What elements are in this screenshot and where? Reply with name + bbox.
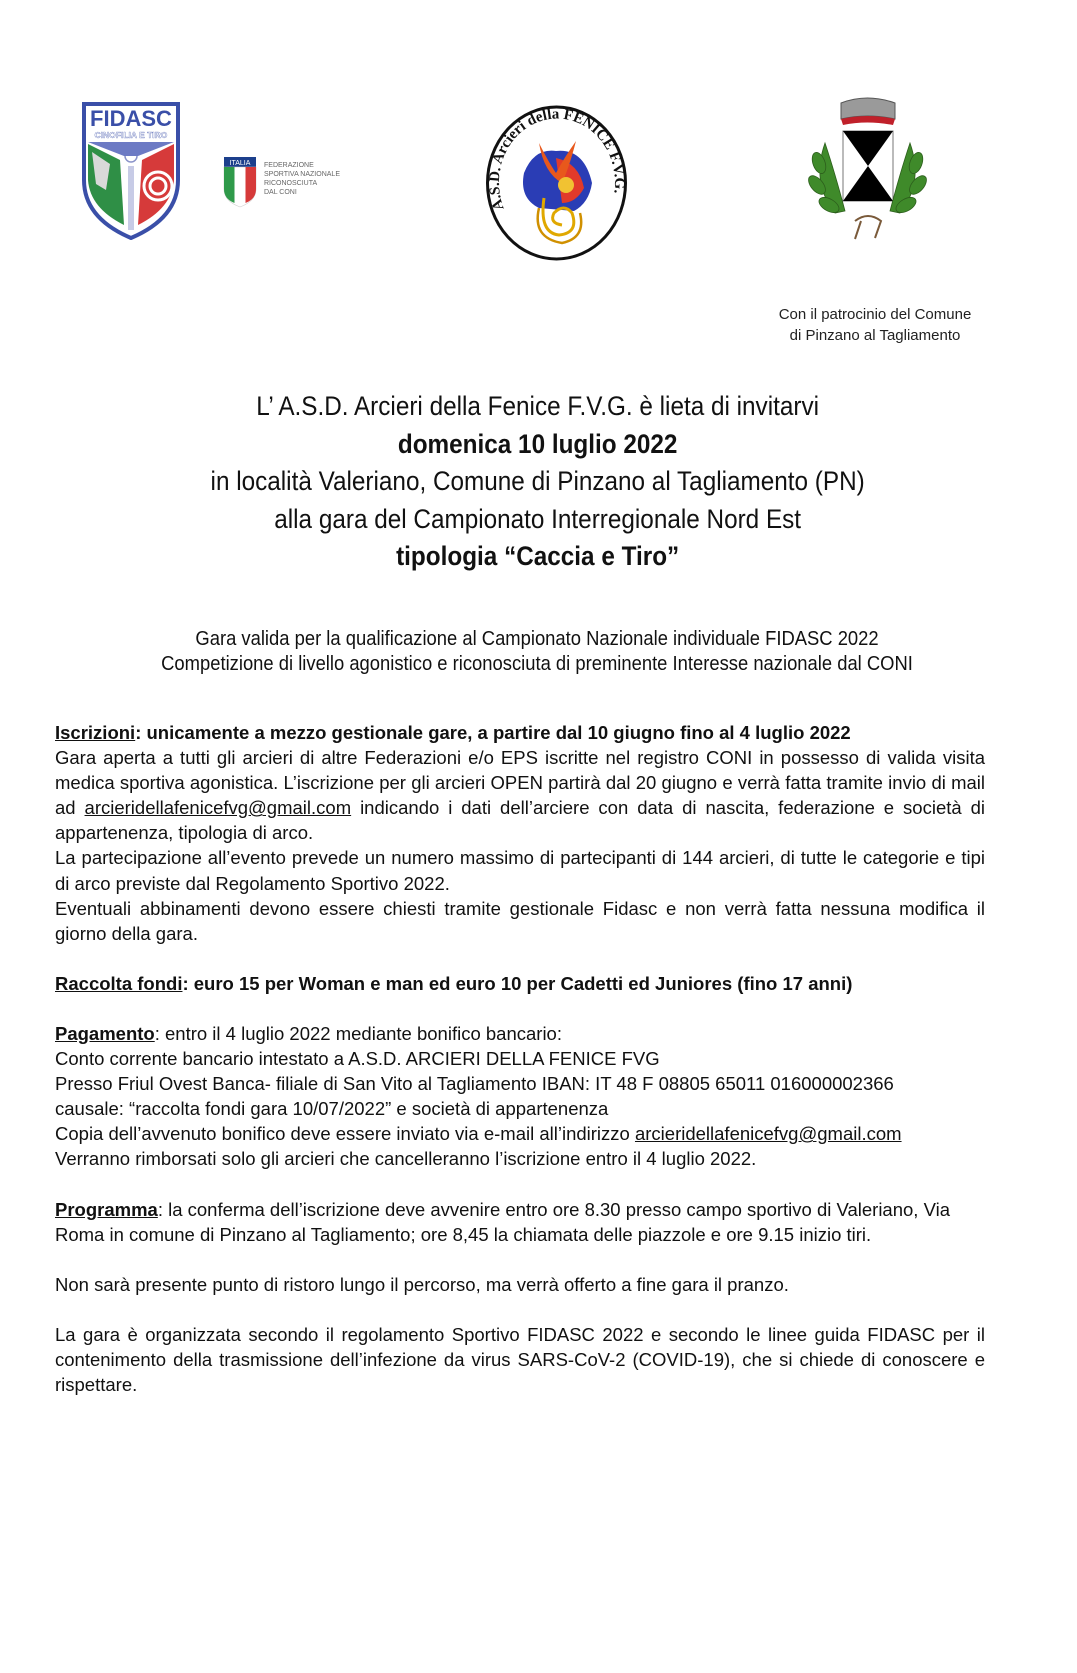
event-championship: alla gara del Campionato Interregionale Nord Est: [274, 503, 802, 534]
heading-line-1: L’ A.S.D. Arcieri della Fenice F.V.G. è lieta di invitarvi: [256, 391, 820, 421]
event-location: in località Valeriano, Comune di Pinzano al Tagliamento (PN): [210, 466, 865, 496]
section-programma: [55, 1197, 985, 1247]
fidasc-logo: [80, 100, 182, 240]
iscrizioni-label: Iscrizioni: [55, 722, 136, 743]
comune-coat-of-arms: [805, 93, 930, 263]
programma-label: Programma: [55, 1198, 158, 1220]
iscrizioni-text-4: Eventuali abbinamenti devono essere chiesti tramite gestionale Fidasc e non verrà fatta nessuna modifica il giorno della gara.: [55, 897, 985, 944]
pagamento-label: Pagamento: [55, 1022, 155, 1044]
section-raccolta-fondi: [55, 971, 985, 996]
iscrizioni-text-3: La partecipazione all’evento prevede un numero massimo di partecipanti di 144 arcieri, di tutte le categorie e tipi di arco previste dal Regolamento Sportivo 2022.: [55, 847, 985, 894]
pagamento-iban: Presso Friul Ovest Banca- filiale di San Vito al Tagliamento IBAN: IT 48 F 08805 65011 016000002366: [55, 1073, 894, 1095]
event-type: tipologia “Caccia e Tiro”: [396, 541, 680, 571]
fenice-ring-text: A.S.D. Arcieri della FENICE F.V.G.: [486, 106, 628, 213]
regolamento-note: La gara è organizzata secondo il regolamento Sportivo FIDASC 2022 e secondo le linee guida FIDASC per il contenimento della trasmissione dell’infezione da virus SARS-CoV-2 (COVID-19), che si chiede di conoscere e rispettare.: [55, 1323, 985, 1395]
iscrizioni-text-1: Gara aperta a tutti gli arcieri di altre Federazioni e/o EPS iscritte nel registro CONI in possesso di valida visita medica sportiva agonistica. L’iscrizione per gli arcieri OPEN partirà dal 20 giugno e verrà fatta tramite invio di mail ad: [55, 747, 985, 819]
patronage-line-2: di Pinzano al Tagliamento: [789, 327, 961, 344]
pagamento-causale: causale: “raccolta fondi gara 10/07/2022” e società di appartenenza: [55, 1098, 609, 1120]
coni-line-2: SPORTIVA NAZIONALE: [264, 171, 340, 178]
coni-logo: [222, 155, 352, 211]
fidasc-logo-title: FIDASC: [90, 106, 172, 131]
email-link[interactable]: arcieridellafenicefvg@gmail.com: [84, 797, 352, 819]
coni-line-3: RICONOSCIUTA: [264, 180, 318, 187]
section-iscrizioni: [55, 720, 985, 946]
qualification-note: [42, 627, 1033, 677]
pagamento-line-6: Verranno rimborsati solo gli arcieri che cancelleranno l’iscrizione entro il 4 luglio 2022.: [55, 1148, 757, 1170]
ristoro-note: Non sarà presente punto di ristoro lungo il percorso, ma verrà offerto a fine gara il pranzo.: [55, 1273, 789, 1295]
fidasc-logo-subtitle: CINOFILIA E TIRO: [94, 130, 168, 140]
pagamento-line-5: Copia dell’avvenuto bonifico deve essere inviato via e-mail all’indirizzo: [55, 1123, 635, 1145]
invitation-heading: [53, 388, 1022, 576]
arcieri-fenice-logo: [484, 103, 629, 263]
raccolta-text: : euro 15 per Woman e man ed euro 10 per Cadetti ed Juniores (fino 17 anni): [182, 972, 853, 994]
patronage-line-1: Con il patrocinio del Comune: [778, 306, 972, 323]
pagamento-line-2: Conto corrente bancario intestato a A.S.D. ARCIERI DELLA FENICE FVG: [55, 1048, 660, 1070]
document-body: [55, 720, 985, 1397]
qualification-line-1: Gara valida per la qualificazione al Campionato Nazionale individuale FIDASC 2022: [195, 628, 879, 650]
event-date: domenica 10 luglio 2022: [397, 428, 678, 459]
pagamento-line-1: : entro il 4 luglio 2022 mediante bonifico bancario:: [154, 1022, 562, 1044]
qualification-line-2: Competizione di livello agonistico e riconosciuta di preminente Interesse nazionale dal CONI: [161, 653, 913, 675]
programma-text: : la conferma dell’iscrizione deve avvenire entro ore 8.30 presso campo sportivo di Valeriano, Via Roma in comune di Pinzano al Tagliamento; ore 8,45 la chiamata delle piazzole e ore 9.15 inizio tiri.: [55, 1198, 950, 1245]
iscrizioni-text-2: indicando i dati dell’arciere con data di nascita, federazione e società di appartenenza, tipologia di arco.: [55, 797, 985, 844]
patronage-note: [740, 304, 1010, 346]
raccolta-label: Raccolta fondi: [55, 972, 183, 994]
coni-line-4: DAL CONI: [264, 189, 297, 196]
coni-line-1: FEDERAZIONE: [264, 162, 314, 169]
coni-badge-text: ITALIA: [229, 160, 251, 167]
email-link[interactable]: arcieridellafenicefvg@gmail.com: [634, 1123, 902, 1145]
section-pagamento: [55, 1021, 985, 1172]
iscrizioni-headline: : unicamente a mezzo gestionale gare, a partire dal 10 giugno fino al 4 luglio 2022: [135, 722, 851, 743]
